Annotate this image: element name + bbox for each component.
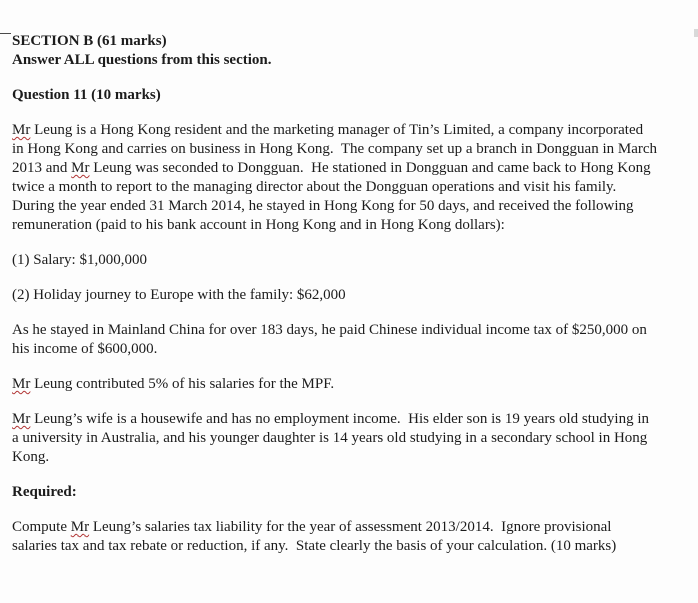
text-segment: During the year ended 31 March 2014, he stayed in Hong Kong for 50 days, and received the following: [12, 198, 634, 214]
text-segment: remuneration (paid to his bank account in Hong Kong and in Hong Kong dollars):: [12, 217, 505, 233]
text-line: [12, 375, 698, 394]
text-line: [12, 321, 698, 340]
text-line: [12, 86, 698, 105]
text-segment: twice a month to report to the managing director about the Dongguan operations and visit his family.: [12, 179, 617, 195]
family-paragraph: [12, 410, 698, 467]
text-line: [12, 32, 698, 51]
text-line: [12, 483, 698, 502]
text-line: [12, 537, 698, 556]
text-line: [12, 216, 698, 235]
text-segment: (1) Salary: $1,000,000: [12, 252, 147, 268]
text-line: [12, 410, 698, 429]
remuneration-item-1: [12, 251, 698, 270]
intro-paragraph: [12, 121, 698, 235]
misspelled-word: Mr: [12, 122, 31, 138]
text-segment: a university in Australia, and his younger daughter is 14 years old studying in a secondary school in Hong: [12, 430, 648, 446]
text-segment: Leung was seconded to Dongguan. He stationed in Dongguan and came back to Hong Kong: [89, 160, 651, 176]
remuneration-item-2: [12, 286, 698, 305]
text-segment: Required:: [12, 484, 77, 500]
text-line: [12, 286, 698, 305]
misspelled-word: Mr: [71, 160, 90, 176]
text-segment: Kong.: [12, 449, 50, 465]
text-line: [12, 159, 698, 178]
text-segment: salaries tax and tax rebate or reduction, if any. State clearly the basis of your calculation. (10 marks): [12, 538, 617, 554]
text-segment: 2013 and: [12, 160, 72, 176]
required-paragraph: [12, 518, 698, 556]
text-line: [12, 121, 698, 140]
text-segment: his income of $600,000.: [12, 341, 158, 357]
misspelled-word: Mr: [12, 411, 31, 427]
text-line: [12, 518, 698, 537]
text-segment: Leung is a Hong Kong resident and the marketing manager of Tin’s Limited, a company incorporated: [30, 122, 644, 138]
required-heading: [12, 483, 698, 502]
text-segment: in Hong Kong and carries on business in Hong Kong. The company set up a branch in Dongguan in March: [12, 141, 658, 157]
text-segment: SECTION B (61 marks): [12, 33, 167, 49]
china-tax-paragraph: [12, 321, 698, 359]
misspelled-word: Mr: [70, 519, 90, 535]
text-line: [12, 340, 698, 359]
text-segment: Leung’s wife is a housewife and has no employment income. His elder son is 19 years old studying in: [30, 411, 649, 427]
text-segment: As he stayed in Mainland China for over 183 days, he paid Chinese individual income tax of $250,000 on: [12, 322, 647, 338]
text-line: [12, 251, 698, 270]
text-line: [12, 178, 698, 197]
text-segment: Question 11 (10 marks): [12, 87, 161, 103]
text-segment: Leung’s salaries tax liability for the year of assessment 2013/2014. Ignore provisional: [89, 519, 612, 535]
text-line: [12, 140, 698, 159]
question-heading: [12, 86, 698, 105]
text-segment: Compute: [12, 519, 71, 535]
mpf-paragraph: [12, 375, 698, 394]
text-line: [12, 51, 698, 70]
text-line: [12, 448, 698, 467]
section-heading: [12, 32, 698, 70]
text-line: [12, 197, 698, 216]
text-line: [12, 429, 698, 448]
misspelled-word: Mr: [12, 376, 31, 392]
text-segment: Leung contributed 5% of his salaries for the MPF.: [30, 376, 335, 392]
text-segment: (2) Holiday journey to Europe with the family: $62,000: [12, 287, 346, 303]
text-segment: Answer ALL questions from this section.: [12, 52, 272, 68]
